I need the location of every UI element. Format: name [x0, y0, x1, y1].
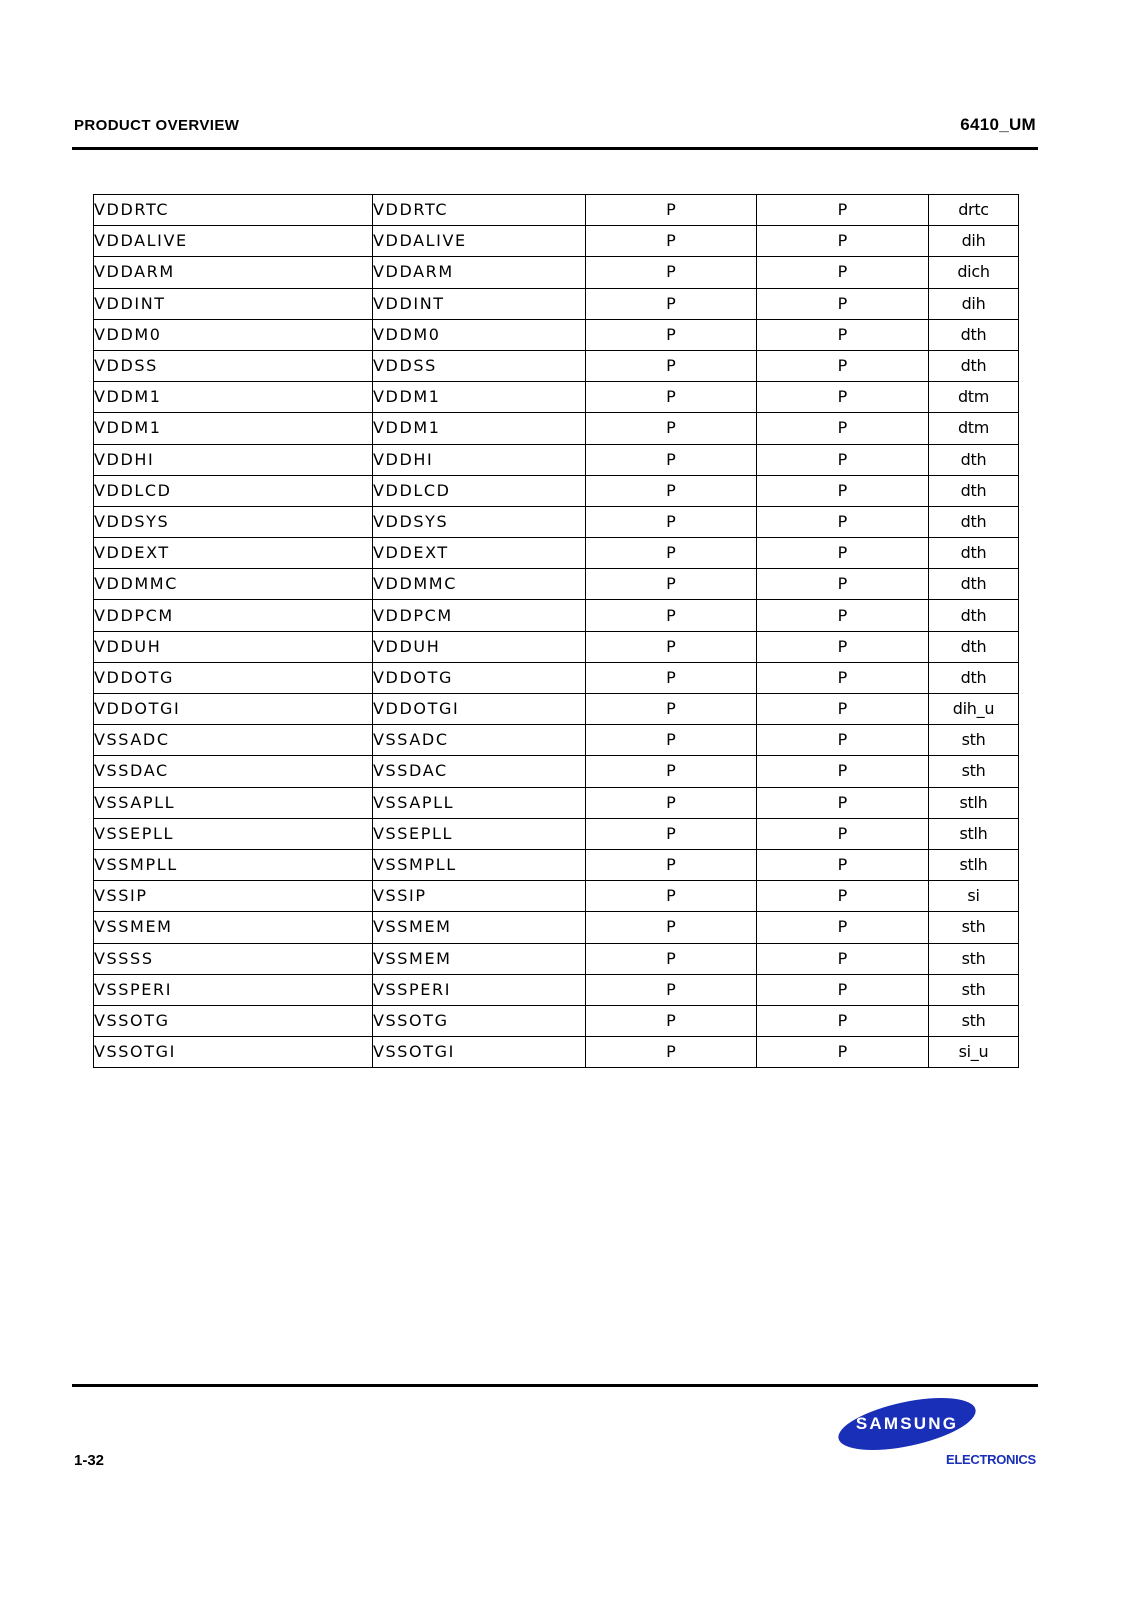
samsung-logo [836, 1396, 978, 1452]
table-cell: P [586, 631, 757, 662]
table-cell: P [586, 912, 757, 943]
table-cell: dtm [929, 413, 1019, 444]
table-cell: P [757, 506, 929, 537]
table-cell: VSSIP [373, 881, 586, 912]
table-row [94, 413, 1019, 444]
table-cell: VDDRTC [373, 195, 586, 226]
table-cell: P [586, 506, 757, 537]
table-cell: VDDM0 [94, 319, 373, 350]
table-cell: dth [929, 538, 1019, 569]
table-cell: dih_u [929, 694, 1019, 725]
table-cell: VSSAPLL [94, 787, 373, 818]
table-cell: P [586, 1005, 757, 1036]
table-cell: VSSPERI [94, 974, 373, 1005]
table-cell: P [757, 756, 929, 787]
section-title: PRODUCT OVERVIEW [74, 117, 240, 134]
table-cell: VDDUH [94, 631, 373, 662]
table-cell: P [586, 288, 757, 319]
table-cell: P [586, 319, 757, 350]
table-row [94, 943, 1019, 974]
table-cell: P [757, 1037, 929, 1068]
table-cell: VDDSS [373, 350, 586, 381]
table-cell: VDDLCD [373, 475, 586, 506]
table-cell: dth [929, 444, 1019, 475]
table-cell: VSSMPLL [94, 849, 373, 880]
table-row [94, 444, 1019, 475]
table-cell: VDDARM [94, 257, 373, 288]
table-cell: P [757, 662, 929, 693]
table-cell: P [757, 787, 929, 818]
table-cell: VSSDAC [94, 756, 373, 787]
table-cell: dth [929, 506, 1019, 537]
table-cell: P [757, 881, 929, 912]
table-cell: dih [929, 288, 1019, 319]
table-cell: P [757, 226, 929, 257]
table-cell: P [586, 569, 757, 600]
table-cell: P [757, 569, 929, 600]
table-cell: P [586, 787, 757, 818]
table-cell: VSSMEM [94, 912, 373, 943]
table-row [94, 1005, 1019, 1036]
table-cell: VDDM1 [94, 413, 373, 444]
table-cell: VSSPERI [373, 974, 586, 1005]
table-row [94, 912, 1019, 943]
table-cell: VDDM0 [373, 319, 586, 350]
table-cell: VSSDAC [373, 756, 586, 787]
table-row [94, 319, 1019, 350]
table-cell: P [757, 444, 929, 475]
table-cell: VSSADC [373, 725, 586, 756]
table-cell: sth [929, 756, 1019, 787]
table-row [94, 1037, 1019, 1068]
table-cell: VDDOTGI [94, 694, 373, 725]
table-row [94, 538, 1019, 569]
table-cell: VSSIP [94, 881, 373, 912]
table-cell: VDDHI [373, 444, 586, 475]
table-cell: dth [929, 569, 1019, 600]
table-cell: si_u [929, 1037, 1019, 1068]
table-cell: VSSOTG [373, 1005, 586, 1036]
table-cell: P [757, 725, 929, 756]
table-row [94, 974, 1019, 1005]
table-cell: VSSOTG [94, 1005, 373, 1036]
table-cell: stlh [929, 787, 1019, 818]
page-number: 1-32 [74, 1452, 105, 1469]
table-cell: P [586, 974, 757, 1005]
table-cell: P [586, 475, 757, 506]
table-cell: P [757, 694, 929, 725]
table-cell: P [586, 350, 757, 381]
table-cell: P [586, 849, 757, 880]
table-row [94, 756, 1019, 787]
table-cell: VSSOTGI [373, 1037, 586, 1068]
table-cell: P [586, 382, 757, 413]
footer-rule [72, 1384, 1038, 1387]
table-row [94, 631, 1019, 662]
table-cell: dtm [929, 382, 1019, 413]
table-cell: VSSMEM [373, 943, 586, 974]
table-cell: VDDM1 [94, 382, 373, 413]
table-row [94, 475, 1019, 506]
table-cell: VSSSS [94, 943, 373, 974]
table-cell: P [757, 382, 929, 413]
table-cell: VDDARM [373, 257, 586, 288]
table-cell: VDDEXT [94, 538, 373, 569]
table-cell: P [586, 756, 757, 787]
table-cell: P [757, 319, 929, 350]
table-cell: VDDM1 [373, 382, 586, 413]
table-cell: P [757, 631, 929, 662]
table-cell: sth [929, 943, 1019, 974]
table-cell: P [757, 350, 929, 381]
table-cell: stlh [929, 849, 1019, 880]
table-row [94, 600, 1019, 631]
table-cell: P [757, 538, 929, 569]
table-cell: dth [929, 475, 1019, 506]
table-cell: sth [929, 1005, 1019, 1036]
table-cell: P [757, 195, 929, 226]
table-cell: VDDEXT [373, 538, 586, 569]
table-row [94, 195, 1019, 226]
table-row [94, 849, 1019, 880]
table-cell: P [586, 881, 757, 912]
samsung-logo-text: SAMSUNG [855, 1414, 959, 1433]
table-cell: VDDM1 [373, 413, 586, 444]
table-cell: VDDMMC [94, 569, 373, 600]
table-cell: P [757, 257, 929, 288]
table-cell: P [586, 1037, 757, 1068]
table-row [94, 662, 1019, 693]
table-cell: dich [929, 257, 1019, 288]
table-cell: P [586, 257, 757, 288]
table-cell: sth [929, 974, 1019, 1005]
header-rule [72, 147, 1038, 150]
table-cell: P [757, 943, 929, 974]
table-cell: VSSADC [94, 725, 373, 756]
table-cell: VDDHI [94, 444, 373, 475]
table-cell: VSSMPLL [373, 849, 586, 880]
table-row [94, 569, 1019, 600]
table-cell: VSSEPLL [94, 818, 373, 849]
table-cell: VSSOTGI [94, 1037, 373, 1068]
table-row [94, 257, 1019, 288]
table-cell: P [757, 475, 929, 506]
pin-table-body [94, 195, 1019, 1068]
table-cell: P [586, 600, 757, 631]
table-cell: VSSAPLL [373, 787, 586, 818]
table-cell: P [757, 1005, 929, 1036]
table-cell: P [586, 725, 757, 756]
table-cell: VDDSYS [373, 506, 586, 537]
table-cell: VDDOTG [94, 662, 373, 693]
table-cell: VDDALIVE [373, 226, 586, 257]
table-cell: VDDMMC [373, 569, 586, 600]
table-cell: drtc [929, 195, 1019, 226]
table-row [94, 382, 1019, 413]
table-cell: P [586, 662, 757, 693]
table-cell: P [757, 600, 929, 631]
table-cell: VDDSS [94, 350, 373, 381]
table-cell: VDDSYS [94, 506, 373, 537]
table-cell: VDDPCM [94, 600, 373, 631]
table-cell: VDDRTC [94, 195, 373, 226]
table-cell: stlh [929, 818, 1019, 849]
table-cell: dih [929, 226, 1019, 257]
table-row [94, 506, 1019, 537]
table-cell: P [586, 943, 757, 974]
table-cell: P [757, 912, 929, 943]
table-row [94, 818, 1019, 849]
table-cell: VDDPCM [373, 600, 586, 631]
table-cell: VDDINT [94, 288, 373, 319]
table-row [94, 350, 1019, 381]
table-cell: VSSEPLL [373, 818, 586, 849]
table-row [94, 226, 1019, 257]
table-cell: P [757, 413, 929, 444]
table-cell: P [586, 195, 757, 226]
table-row [94, 288, 1019, 319]
table-cell: P [757, 974, 929, 1005]
pin-table [93, 194, 1019, 1068]
table-cell: dth [929, 319, 1019, 350]
table-cell: dth [929, 662, 1019, 693]
table-cell: P [757, 818, 929, 849]
table-cell: si [929, 881, 1019, 912]
table-row [94, 881, 1019, 912]
table-cell: dth [929, 350, 1019, 381]
table-cell: P [586, 226, 757, 257]
table-cell: P [586, 413, 757, 444]
table-cell: VDDINT [373, 288, 586, 319]
table-cell: VDDOTGI [373, 694, 586, 725]
table-cell: VDDALIVE [94, 226, 373, 257]
table-row [94, 694, 1019, 725]
table-cell: P [586, 538, 757, 569]
table-cell: dth [929, 600, 1019, 631]
table-cell: sth [929, 912, 1019, 943]
table-cell: P [757, 849, 929, 880]
table-cell: VSSMEM [373, 912, 586, 943]
table-cell: P [586, 444, 757, 475]
table-cell: sth [929, 725, 1019, 756]
table-row [94, 787, 1019, 818]
table-cell: P [586, 694, 757, 725]
table-cell: VDDOTG [373, 662, 586, 693]
table-cell: dth [929, 631, 1019, 662]
table-cell: VDDLCD [94, 475, 373, 506]
table-cell: P [757, 288, 929, 319]
electronics-label: ELECTRONICS [946, 1452, 1036, 1467]
document-id: 6410_UM [960, 115, 1036, 134]
table-row [94, 725, 1019, 756]
table-cell: P [586, 818, 757, 849]
table-cell: VDDUH [373, 631, 586, 662]
